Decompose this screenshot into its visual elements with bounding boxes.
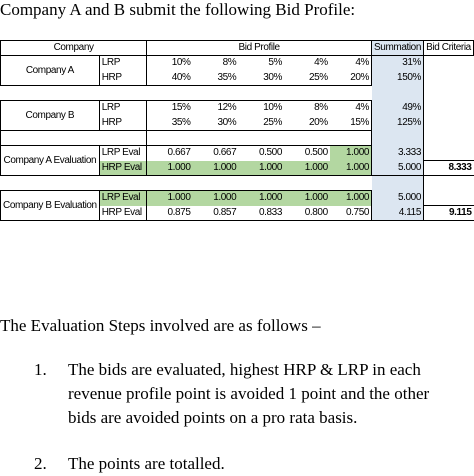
table-cell: 0.500 — [238, 146, 284, 161]
table-cell: 4% — [314, 57, 328, 69]
empty-cell — [424, 56, 474, 71]
step-line: bids are avoided points on a pro rata basis. — [68, 408, 358, 427]
table-cell: 20% — [284, 116, 330, 131]
table-cell-highlight: 1.000 — [330, 161, 372, 176]
table-cell: 8% — [222, 57, 237, 69]
row-label: HRP Eval — [99, 206, 146, 221]
table-cell: 15% — [147, 101, 193, 116]
column-header-company: Company — [1, 41, 147, 56]
company-b-label: Company B — [1, 101, 100, 131]
table-cell-highlight: 1.000 — [284, 161, 330, 176]
step-line: The points are totalled. — [68, 454, 225, 473]
company-b-evaluation-label: Company B Evaluation — [1, 191, 100, 221]
summation-cell: 5.000 — [372, 161, 424, 176]
step-number: 2. — [34, 454, 47, 473]
empty-cell — [424, 191, 474, 206]
table-cell: 0.667 — [193, 146, 239, 161]
eval-b-lrp-row — [1, 191, 474, 206]
summation-cell: 3.333 — [372, 146, 424, 161]
table-cell-highlight: 1.000 — [147, 161, 193, 176]
table-cell: 0.750 — [330, 206, 372, 221]
table-cell: 10% — [171, 57, 191, 69]
table-cell: 0.875 — [147, 206, 193, 221]
table-cell: 0.833 — [238, 206, 284, 221]
row-label: LRP Eval — [99, 146, 146, 161]
company-b-lrp-row — [1, 101, 474, 116]
step-item — [34, 358, 474, 438]
table-cell: 15% — [330, 116, 372, 131]
evaluation-steps-title: The Evaluation Steps involved are as follows – — [0, 316, 321, 335]
table-cell: 25% — [238, 116, 284, 131]
step-number: 1. — [34, 360, 47, 379]
company-a-label: Company A — [1, 56, 100, 86]
table-cell-highlight: 1.000 — [147, 191, 193, 206]
table-cell: 4% — [330, 56, 372, 71]
step-line: The bids are evaluated, highest HRP & LRP in each — [68, 360, 421, 379]
table-cell: 0.800 — [284, 206, 330, 221]
table-cell: 35% — [193, 71, 239, 86]
column-header-bid-profile: Bid Profile — [147, 41, 372, 56]
empty-cell — [424, 101, 474, 116]
table-cell-highlight: 1.000 — [330, 191, 372, 206]
table-cell: 0.500 — [284, 146, 330, 161]
row-label: LRP — [99, 101, 146, 116]
empty-cell — [424, 146, 474, 161]
spacer-row — [1, 131, 474, 146]
page-heading: Company A and B submit the following Bid Profile: — [0, 0, 356, 19]
spacer-row — [1, 86, 474, 101]
column-header-bid-criteria: Bid Criteria — [424, 41, 474, 56]
table-cell: 25% — [284, 71, 330, 86]
table-cell: 12% — [193, 101, 239, 116]
bid-criteria-cell: 9.115 — [424, 206, 474, 221]
table-cell: 30% — [238, 71, 284, 86]
table-cell: 40% — [147, 71, 193, 86]
table-cell: 10% — [238, 101, 284, 116]
table-cell-highlight: 1.000 — [238, 161, 284, 176]
table-cell: 0.857 — [193, 206, 239, 221]
table-cell-highlight: 1.000 — [284, 191, 330, 206]
empty-cell — [424, 116, 474, 131]
row-label: HRP — [99, 116, 146, 131]
table-cell-highlight: 1.000 — [330, 146, 372, 161]
table-cell: 8% — [284, 101, 330, 116]
step-item — [34, 452, 474, 472]
table-cell: 30% — [193, 116, 239, 131]
summation-cell: 5.000 — [372, 191, 424, 206]
company-a-lrp-row — [1, 56, 474, 71]
row-label: LRP — [99, 56, 146, 71]
eval-a-lrp-row — [1, 146, 474, 161]
summation-cell: 49% — [372, 101, 424, 116]
table-cell: 20% — [330, 71, 372, 86]
table-cell-highlight: 1.000 — [238, 191, 284, 206]
summation-cell: 125% — [372, 116, 424, 131]
spacer-row — [1, 176, 474, 191]
table-cell: 4% — [330, 101, 372, 116]
row-label: HRP Eval — [99, 161, 146, 176]
company-a-evaluation-label: Company A Evaluation — [1, 146, 100, 176]
row-label: HRP — [99, 71, 146, 86]
step-line: revenue profile point is avoided 1 point and the other — [68, 384, 430, 403]
table-cell-highlight: 1.000 — [193, 161, 239, 176]
column-header-summation: Summation — [372, 41, 424, 56]
bid-criteria-cell: 8.333 — [424, 161, 474, 176]
table-cell: 0.667 — [147, 146, 193, 161]
table-cell: 5% — [268, 57, 283, 69]
step-text — [68, 452, 225, 476]
summation-cell: 4.115 — [372, 206, 424, 221]
step-text — [68, 358, 429, 430]
row-label: LRP Eval — [99, 191, 146, 206]
summation-cell: 150% — [372, 71, 424, 86]
table-header-row — [1, 41, 474, 56]
bid-profile-table — [0, 40, 474, 221]
table-cell-highlight: 1.000 — [193, 191, 239, 206]
table-cell: 35% — [147, 116, 193, 131]
summation-cell: 31% — [372, 56, 424, 71]
empty-cell — [424, 71, 474, 86]
